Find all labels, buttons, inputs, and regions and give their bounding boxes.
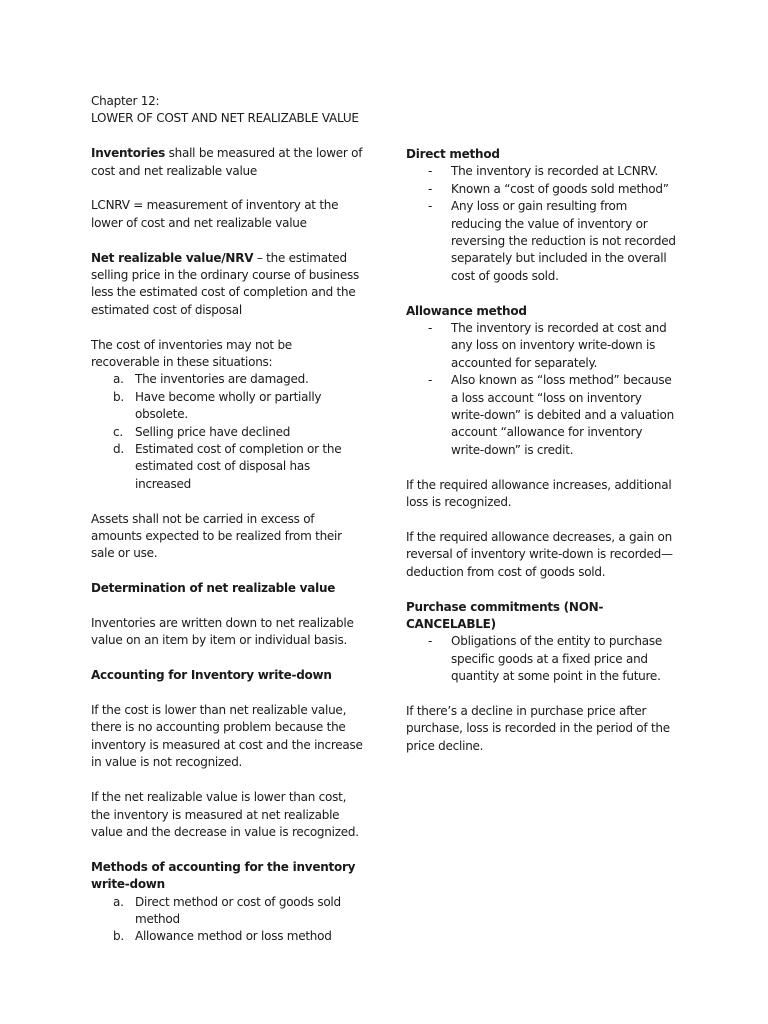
situations-list <box>91 371 363 493</box>
methods-heading: Methods of accounting for the inventory write-down <box>91 859 356 892</box>
list-item <box>91 928 363 945</box>
list-item <box>406 181 678 198</box>
list-marker: b. <box>113 929 124 944</box>
list-marker: - <box>428 634 433 649</box>
right-column <box>406 146 678 755</box>
list-marker: - <box>428 199 433 214</box>
list-item-text: Any loss or gain resulting from reducing the value of inventory or reversing the reduction is not recorded separately but included in the overall cost of goods sold. <box>451 199 676 283</box>
methods-list <box>91 894 363 946</box>
chapter-title: LOWER OF COST AND NET REALIZABLE VALUE <box>91 111 359 126</box>
list-item <box>406 198 678 285</box>
list-marker: - <box>428 321 433 336</box>
list-item <box>406 163 678 180</box>
accounting-heading: Accounting for Inventory write-down <box>91 668 332 683</box>
list-marker: c. <box>113 424 123 439</box>
list-marker: b. <box>113 389 124 404</box>
purchase-commitments-list <box>406 633 678 685</box>
list-item-text: Known a “cost of goods sold method” <box>451 181 669 196</box>
lcnrv-definition: LCNRV = measurement of inventory at the lower of cost and net realizable value <box>91 198 339 230</box>
direct-method-heading: Direct method <box>406 147 500 161</box>
purchase-commitments-heading: Purchase commitments (NON-CANCELABLE) <box>406 599 604 631</box>
price-decline-paragraph: If there’s a decline in purchase price after purchase, loss is recorded in the period of the price decline. <box>406 703 670 753</box>
list-item-text: Selling price have declined <box>135 424 291 439</box>
list-item-text: Also known as “loss method” because a loss account “loss on inventory write-down” is debited and a valuation account “allowance for inventory write-down” is credit. <box>451 373 674 457</box>
list-item-text: The inventory is recorded at cost and any loss on inventory write-down is accounted for separately. <box>451 321 667 370</box>
chapter-label: Chapter 12: <box>91 94 160 108</box>
list-marker: d. <box>113 442 124 457</box>
list-item <box>91 894 363 929</box>
list-item-text: The inventory is recorded at LCNRV. <box>451 164 658 179</box>
list-item-text: The inventories are damaged. <box>135 372 309 387</box>
list-item-text: Estimated cost of completion or the estimated cost of disposal has increased <box>135 442 342 491</box>
inventories-definition: shall be measured at the lower of cost and net realizable value <box>91 146 363 178</box>
allowance-method-heading: Allowance method <box>406 303 527 318</box>
list-item <box>91 441 363 493</box>
list-item <box>91 424 363 441</box>
determination-text: Inventories are written down to net realizable value on an item by item or individual basis. <box>91 616 354 648</box>
allowance-increase-paragraph: If the required allowance increases, additional loss is recognized. <box>406 477 672 510</box>
list-marker: - <box>428 181 433 196</box>
nrv-paragraph <box>91 250 363 320</box>
list-item <box>406 372 678 459</box>
allowance-decrease-paragraph: If the required allowance decreases, a gain on reversal of inventory write-down is recorded—deduction from cost of goods sold. <box>406 529 673 579</box>
list-item <box>91 371 363 388</box>
list-marker: - <box>428 373 433 388</box>
allowance-method-list <box>406 320 678 459</box>
cost-lower-paragraph: If the cost is lower than net realizable value, there is no accounting problem because the inventory is measured at cost and the increase in value is not recognized. <box>91 703 363 770</box>
list-item <box>406 320 678 372</box>
left-column <box>91 93 363 946</box>
nrv-term: Net realizable value/NRV <box>91 250 254 265</box>
nrv-lower-paragraph: If the net realizable value is lower than cost, the inventory is measured at net realizable value and the decrease in value is recognized. <box>91 790 359 839</box>
inventories-rule <box>91 145 363 180</box>
list-item-text: Allowance method or loss method <box>135 929 332 944</box>
list-marker: a. <box>113 372 124 387</box>
determination-heading: Determination of net realizable value <box>91 581 336 596</box>
list-item-text: Obligations of the entity to purchase specific goods at a fixed price and quantity at some point in the future. <box>451 634 662 684</box>
list-item-text: Direct method or cost of goods sold method <box>135 894 341 926</box>
list-item-text: Have become wholly or partially obsolete. <box>135 389 322 422</box>
not-recoverable-intro: The cost of inventories may not be recoverable in these situations: <box>91 337 292 370</box>
list-marker: a. <box>113 894 124 909</box>
direct-method-list <box>406 163 678 285</box>
list-item <box>91 389 363 424</box>
list-marker: - <box>428 164 433 179</box>
list-item <box>406 633 678 685</box>
assets-rule: Assets shall not be carried in excess of amounts expected to be realized from their sale or use. <box>91 511 342 561</box>
inventories-term: Inventories <box>91 146 166 161</box>
nrv-definition: – the estimated selling price in the ordinary course of business less the estimated cost of completion and the estimated cost of disposal <box>91 250 360 317</box>
